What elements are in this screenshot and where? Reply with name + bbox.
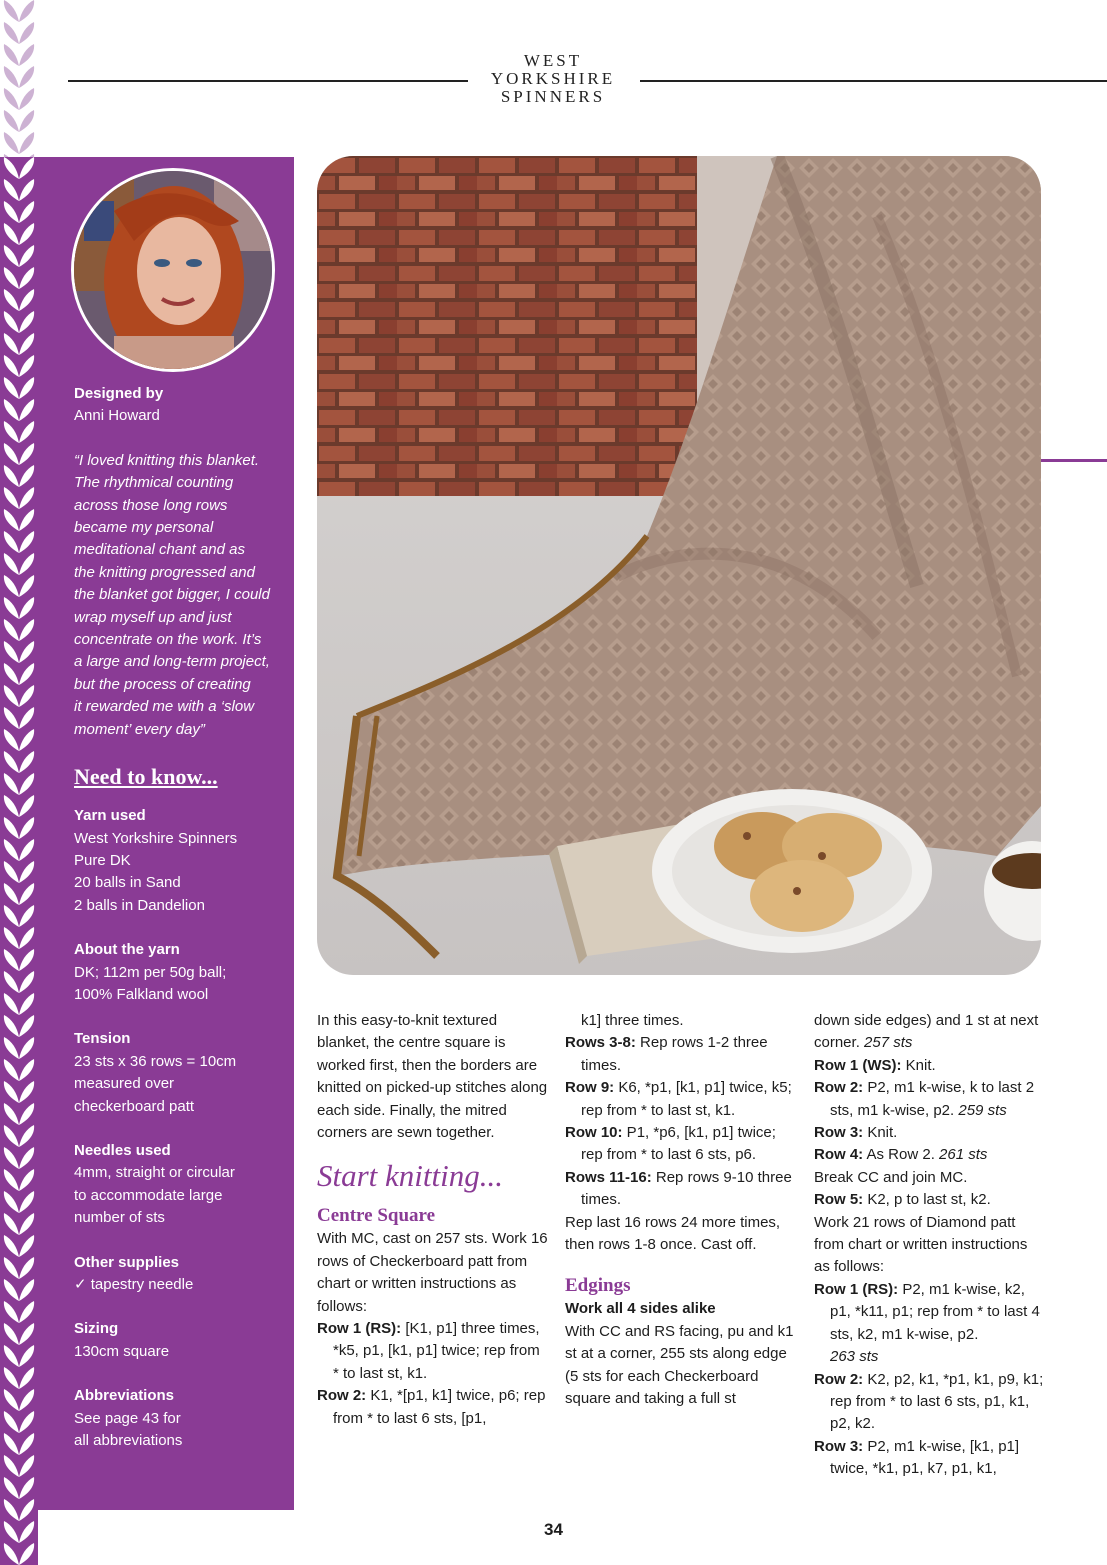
- row-text: Rep rows 1-2 three times.: [581, 1034, 768, 1074]
- row-text: P2, m1 k-wise, k2, p1, *k11, p1; rep from * to last 4 sts, k2, m1 k-wise, p2.: [830, 1280, 1040, 1343]
- spec-value: 23 sts x 36 rows = 10cm measured over checkerboard patt: [74, 1052, 237, 1115]
- instruction-row: [814, 1436, 1046, 1481]
- designer-portrait: [71, 168, 275, 372]
- body-column-1: [317, 1010, 549, 1430]
- header-rule-right: [640, 80, 1107, 82]
- row-label: Row 10:: [565, 1124, 623, 1142]
- row-text: Rep rows 9-10 three times.: [581, 1168, 792, 1209]
- row-label: Row 5:: [814, 1191, 864, 1209]
- repeat-text: Rep last 16 rows 24 more times, then rows 1-8 once. Cast off.: [565, 1213, 781, 1254]
- spec-value: 4mm, straight or circular to accommodate large number of sts: [74, 1164, 235, 1227]
- spec-yarn-used: [74, 805, 284, 917]
- instruction-row: [814, 1144, 1046, 1166]
- spec-other-supplies: [74, 1252, 284, 1297]
- row-text: P2, m1 k-wise, [k1, p1] twice, *k1, p1, k7, p1, k1,: [830, 1437, 1020, 1478]
- row-text: K6, *p1, [k1, p1] twice, k5; rep from * to last st, k1.: [581, 1079, 792, 1119]
- spec-tension: [74, 1028, 284, 1118]
- brand-line-3: SPINNERS: [500, 87, 606, 106]
- brand-line-1: WEST: [523, 51, 583, 70]
- instruction-row: [814, 1279, 1046, 1346]
- spec-label: Sizing: [74, 1320, 119, 1338]
- spec-value: ✓ tapestry needle: [74, 1276, 194, 1293]
- body-column-3: [814, 1010, 1046, 1481]
- instruction-row: [565, 1167, 797, 1212]
- page-number: 34: [544, 1520, 563, 1539]
- continued-body: down side edges) and 1 st at next corner.: [814, 1012, 1039, 1052]
- row-label: Row 1 (RS):: [317, 1320, 402, 1338]
- instruction-row: [814, 1122, 1046, 1144]
- spec-value: 130cm square: [74, 1342, 170, 1360]
- instruction-row: [317, 1385, 549, 1430]
- continued-text: k1] three times.: [581, 1012, 684, 1029]
- instruction-row: [814, 1369, 1046, 1436]
- need-to-know-heading: Need to know...: [74, 764, 218, 790]
- instruction-row: [317, 1318, 549, 1385]
- stitch-count: 259 sts: [958, 1101, 1007, 1119]
- spec-abbreviations: [74, 1385, 284, 1452]
- blanket-photo: [317, 156, 1041, 975]
- row-label: Row 1 (RS):: [814, 1280, 899, 1298]
- body-column-2: [565, 1010, 797, 1411]
- spec-label: Abbreviations: [74, 1387, 175, 1405]
- designed-by-label: Designed by: [74, 385, 164, 402]
- instruction-row: [565, 1032, 797, 1077]
- row-text: As Row 2.: [863, 1146, 935, 1164]
- start-knitting-heading: Start knitting...: [317, 1158, 503, 1194]
- edgings-heading: Edgings: [565, 1275, 631, 1297]
- info-sidebar: [38, 157, 294, 1510]
- spec-label: Tension: [74, 1030, 131, 1048]
- centre-intro: With MC, cast on 257 sts. Work 16 rows of Checkerboard patt from chart or written instructions as follows:: [317, 1230, 548, 1315]
- row-label: Rows 11-16:: [565, 1168, 652, 1186]
- designer-quote: “I loved knitting this blanket. The rhythmical counting across those long rows became my personal meditational chant and as the knitting progressed and the blanket got bigger, I could wrap myself up and just concentrate on the work. It’s a large and long-term project, but the process of creating it rewarded me with a ‘slow moment’ every day”: [74, 451, 270, 738]
- spec-label: About the yarn: [74, 941, 180, 959]
- stitch-count: 263 sts: [830, 1348, 879, 1366]
- spec-value: DK; 112m per 50g ball; 100% Falkland wool: [74, 963, 227, 1003]
- brand-logo: [473, 52, 633, 106]
- intro-paragraph: In this easy-to-knit textured blanket, the centre square is worked first, then the borders are knitted on picked-up stitches along each side. Finally, the mitred corners are sewn together.: [317, 1012, 548, 1142]
- brand-line-2: YORKSHIRE: [490, 69, 616, 88]
- continued-text: [814, 1010, 1046, 1055]
- instruction-row: [565, 1122, 797, 1167]
- edgings-subheading: Work all 4 sides alike: [565, 1300, 716, 1318]
- spec-about-yarn: [74, 939, 284, 1006]
- stitch-count: 257 sts: [864, 1034, 913, 1052]
- row-text: [K1, p1] three times, *k5, p1, [k1, p1] twice; rep from * to last st, k1.: [333, 1320, 540, 1382]
- designer-name: Anni Howard: [74, 407, 160, 425]
- instruction-row: [565, 1077, 797, 1122]
- centre-square-heading: Centre Square: [317, 1205, 436, 1227]
- row-label: Row 4:: [814, 1146, 864, 1164]
- row-label: Row 2:: [317, 1387, 367, 1405]
- row-label: Row 2:: [814, 1079, 864, 1097]
- spec-value: See page 43 for all abbreviations: [74, 1409, 183, 1450]
- break-text: Break CC and join MC.: [814, 1168, 968, 1186]
- stitch-count: 261 sts: [939, 1146, 988, 1164]
- spec-needles: [74, 1140, 284, 1230]
- row-label: Row 9:: [565, 1079, 615, 1097]
- spec-label: Needles used: [74, 1141, 171, 1159]
- header-rule-left: [68, 80, 468, 82]
- spec-sizing: [74, 1318, 284, 1363]
- row-text: Knit.: [901, 1056, 936, 1074]
- spec-label: Yarn used: [74, 807, 146, 825]
- spec-label: Other supplies: [74, 1253, 180, 1271]
- instruction-row: [814, 1189, 1046, 1211]
- row-text: Knit.: [863, 1124, 898, 1142]
- braid-decoration-top: [0, 0, 38, 157]
- sidebar-text: [74, 383, 284, 1452]
- instruction-row: [814, 1077, 1046, 1122]
- row-label: Row 3:: [814, 1124, 864, 1142]
- accent-line: [1041, 459, 1107, 462]
- row-text: P2, m1 k-wise, k to last 2 sts, m1 k-wise, p2.: [830, 1079, 1035, 1119]
- row-text: K2, p to last st, k2.: [863, 1191, 991, 1209]
- row-label: Rows 3-8:: [565, 1034, 636, 1052]
- instruction-row: [814, 1055, 1046, 1077]
- row-label: Row 2:: [814, 1370, 864, 1388]
- row-text: P1, *p6, [k1, p1] twice; rep from * to last 6 sts, p6.: [581, 1124, 776, 1164]
- row-label: Row 1 (WS):: [814, 1056, 902, 1074]
- braid-decoration-bottom: [0, 157, 38, 1565]
- row-label: Row 3:: [814, 1437, 864, 1455]
- row-text: K1, *[p1, k1] twice, p6; rep from * to last 6 sts, [p1,: [333, 1387, 546, 1427]
- diamond-intro: Work 21 rows of Diamond patt from chart or written instructions as follows:: [814, 1213, 1028, 1276]
- spec-value: West Yorkshire Spinners Pure DK 20 balls in Sand 2 balls in Dandelion: [74, 829, 238, 914]
- row-text: K2, p2, k1, *p1, k1, p9, k1; rep from * to last 6 sts, p1, k1, p2, k2.: [830, 1370, 1044, 1433]
- edgings-text: With CC and RS facing, pu and k1 st at a corner, 255 sts along edge (5 sts for each Checkerboard square and taking a full st: [565, 1322, 794, 1408]
